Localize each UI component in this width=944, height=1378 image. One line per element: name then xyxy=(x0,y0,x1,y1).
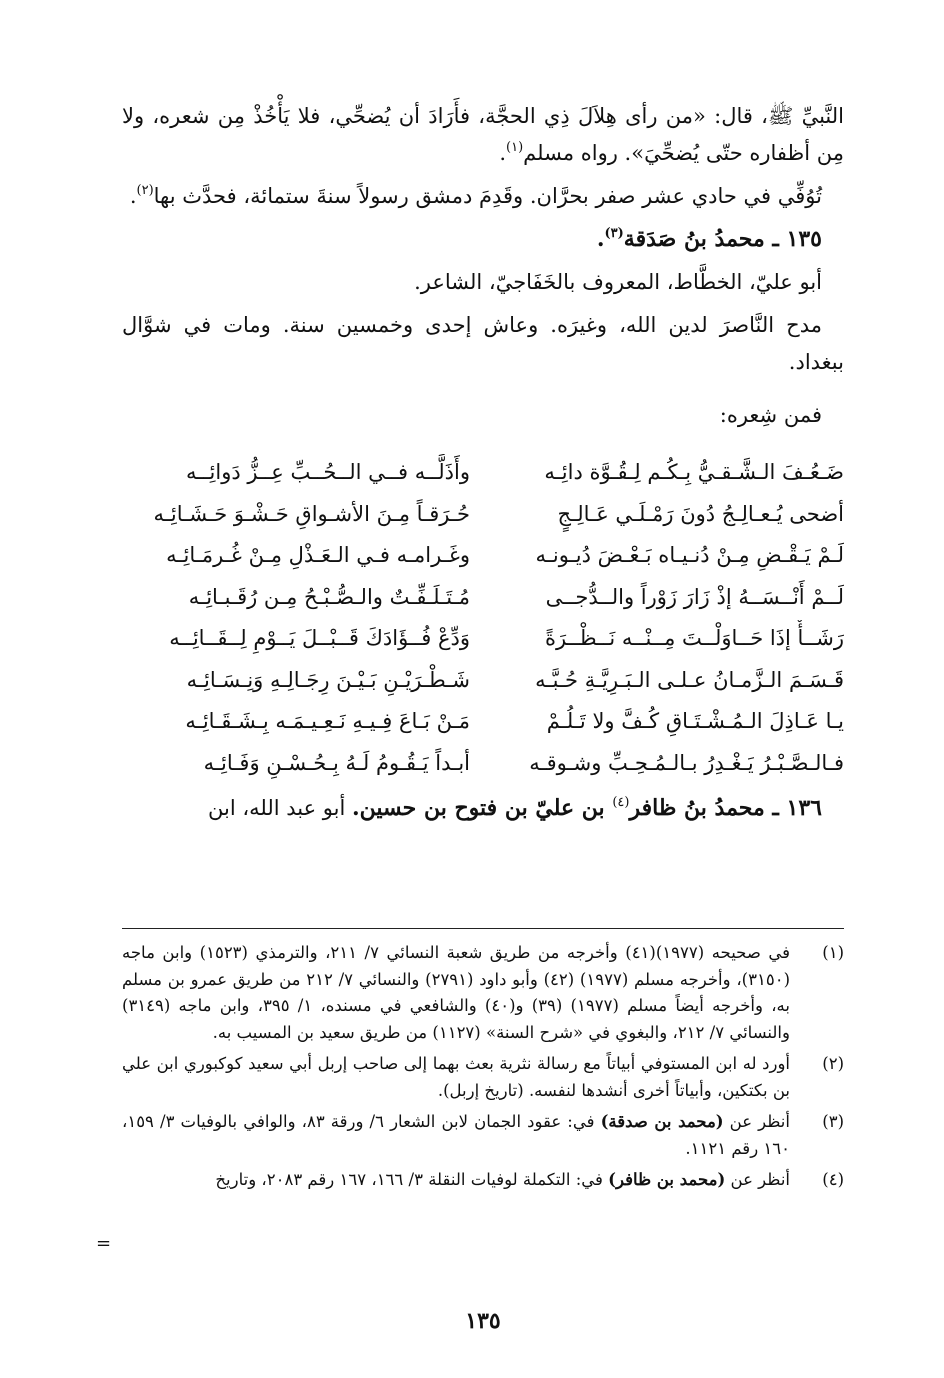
footnote-subject: (محمد بن صدقة) xyxy=(600,1112,724,1131)
hemistich-second: شَـطْـرَيْـنِ بَـيْـنَ رِجَـالِـهِ وَنِـسَـائِـه xyxy=(186,667,470,692)
hemistich-second: مَـنْ بَـاعَ فِـيـهِ نَـعِـيـمَـه بِـشَـقَـائِـه xyxy=(185,709,470,734)
entry-135-line-2: مدح النَّاصرَ لدين الله، وغيرَه. وعاش إحدى وخمسين سنة. ومات في شوَّال ببغداد. xyxy=(122,313,844,374)
verse-line xyxy=(122,743,844,785)
hemistich-first: لَـمْ يَـقْـضِ مِـنْ دُنـيـاه بَـعْـضَ دُيـونـه xyxy=(535,543,844,568)
footnote-ref-2: (٢) xyxy=(136,183,154,198)
verse-line xyxy=(122,618,844,660)
period: . xyxy=(499,141,507,165)
hemistich-second: وغَـرامـه فـي الـعَـذْلِ مِـنْ غُـرمَـائِـه xyxy=(166,543,470,568)
entry-title-rest: بن عليّ بن فتوح بن حسين. xyxy=(352,795,613,821)
poem xyxy=(122,452,844,784)
footnote-prefix: أنظر عن xyxy=(725,1170,790,1189)
footnote-divider xyxy=(122,928,844,929)
period: . xyxy=(596,226,605,252)
footnote xyxy=(122,940,844,1046)
footnotes xyxy=(122,940,844,1194)
hemistich-first: رَشَــأٌ إذَا حَــاوَلْــتَ مِــنْــه نَــظْــرَةً xyxy=(544,626,844,651)
page-number: ١٣٥ xyxy=(465,1308,501,1334)
verse-line xyxy=(122,535,844,577)
footnote-ref-4: (٤) xyxy=(612,795,630,810)
verse-line xyxy=(122,701,844,743)
footnote-text: أورد له ابن المستوفي أبياتاً مع رسالة نثرية بعث بهما إلى صاحب إربل أبي سعيد كوكبوري ابن علي بن بكتكين، وأبياتاً أخرى أنشدها لنفسه. (تاريخ إربل). xyxy=(122,1054,790,1100)
footnote xyxy=(122,1109,844,1162)
footnote-prefix: أنظر عن xyxy=(723,1112,790,1131)
footnote xyxy=(122,1167,844,1194)
hemistich-first: لَــمْ أَنْــسَــهُ إذْ زَارَ زَوْراً والــدُّجــى xyxy=(545,584,844,609)
verse-line xyxy=(122,452,844,494)
entry-title-135 xyxy=(122,221,844,258)
period: . xyxy=(129,184,137,208)
paragraph-death xyxy=(122,178,844,215)
hemistich-first: قَـسَـمَ الـزَّمـانُ عـلـى الـبَـرِيَّـةِ حُـبَّـه xyxy=(535,667,844,692)
hemistich-second: حُـرَقـاً مِـنَ الأشـواقِ حَـشْـوَ حَـشَـائِـه xyxy=(153,501,470,526)
hemistich-first: فـالـصَّـبْـرُ يَـغْـدِرُ بـالـمُـحِـبِّ وشـوقـه xyxy=(529,750,844,775)
verse-line xyxy=(122,660,844,702)
footnote-ref-3: (٣) xyxy=(604,226,624,241)
verse-intro: فمن شِعره: xyxy=(719,403,822,427)
hemistich-second: وأَذَلَّــه فــي الــحُــبِّ عِــزُّ دَوائِــه xyxy=(185,460,470,485)
footnote-body: في: عقود الجمان لابن الشعار ٦/ ورقة ٨٣، والوافي بالوفيات ٣/ ١٥٩، ١٦٠ رقم ١١٢١. xyxy=(122,1112,790,1158)
paragraph-hadith xyxy=(122,98,844,172)
footnote-text: في صحيحه (١٩٧٧)(٤١) وأخرجه من طريق شعبة النسائي ٧/ ٢١١، والترمذي (١٥٢٣) وابن ماجه (٣١٥٠)، وأخرجه مسلم (١٩٧٧) (٤٢) وأبو داود (٢٧٩١) والنسائي ٧/ ٢١٢ من طريق عمرو بن مسلم به، وأخرجه أيضاً مسلم (١٩٧٧) (٣٩) و(٤٠) والشافعي في مسنده، ١/ ٣٩٥، وابن ماجه (٣١٤٩) والنسائي ٧/ ٢١٢، والبغوي في «شرح السنة» (١١٢٧) من طريق سعيد بن المسيب به. xyxy=(122,943,790,1042)
hemistich-first: يـا عَـاذِلَ الـمُـشْـتَـاقِ كُـفَّ ولا تَـلُـمْ xyxy=(546,709,844,734)
main-text xyxy=(122,98,844,826)
entry-136-text: أبو عبد الله، ابن xyxy=(208,796,353,820)
footnote-body: في: التكملة لوفيات النقلة ٣/ ١٦٦، ١٦٧ رقم ٢٠٨٣، وتاريخ xyxy=(215,1170,609,1189)
footnote-number: (٤) xyxy=(822,1170,844,1189)
book-page xyxy=(96,98,844,1338)
continuation-mark: = xyxy=(96,1233,112,1254)
footnote-text xyxy=(122,1167,790,1194)
hemistich-second: وَدِّعْ فُــؤَادَكَ قَــبْــلَ يَــوْمِ لِــقَــائِــه xyxy=(169,626,470,651)
footnote-number: (٣) xyxy=(822,1112,844,1131)
footnote-ref-1: (١) xyxy=(506,140,524,155)
footnote-subject: (محمد بن ظافر) xyxy=(608,1170,726,1189)
footnote-number: (١) xyxy=(822,943,844,962)
verse-line xyxy=(122,494,844,536)
death-text: تُوُفِّي في حادي عشر صفر بحرَّان. وقَدِمَ دمشق رسولاً سنةَ ستمائة، فحدَّث بها xyxy=(153,184,822,208)
hemistich-first: ضَـعُـفَ الـشَّـقـيُّ بِـكُـم لِـقُـوَّة دائِـه xyxy=(544,460,844,485)
hemistich-second: أبـداً يَـقُـومُ لَـهُ بِـحُـسْـنِ وَفَـائِـه xyxy=(203,750,470,775)
footnote-text xyxy=(122,1109,790,1162)
verse-line xyxy=(122,577,844,619)
entry-title-text: ١٣٥ ـ محمدُ بنُ صَدَقة xyxy=(623,226,822,252)
footnote xyxy=(122,1051,844,1104)
entry-title-136 xyxy=(122,790,844,826)
entry-135-line-1: أبو عليّ، الخطَّاط، المعروف بالخَفَاجيّ، الشاعر. xyxy=(414,270,822,294)
footnote-number: (٢) xyxy=(822,1054,844,1073)
entry-title-text: ١٣٦ ـ محمدُ بنُ ظافر xyxy=(629,795,822,821)
hemistich-first: أضحى يُـعـالِـجُ دُونَ رَمْـلَـي عَـالِـجٍ xyxy=(557,501,844,526)
hemistich-second: مُـتَـلَـفِّـتٌ والـصُّـبْـحُ مِـن رُقَـبـائِـه xyxy=(188,584,470,609)
hadith-text: النَّبيِّ ﷺ، قال: «من رأى هِلاَلَ ذِي الحجَّة، فأَرَادَ أن يُضحِّي، فلا يَأْخُذْ مِن شعره، ولا مِن أظفاره حتّى يُضحِّيَ». رواه مسلم xyxy=(122,104,844,165)
